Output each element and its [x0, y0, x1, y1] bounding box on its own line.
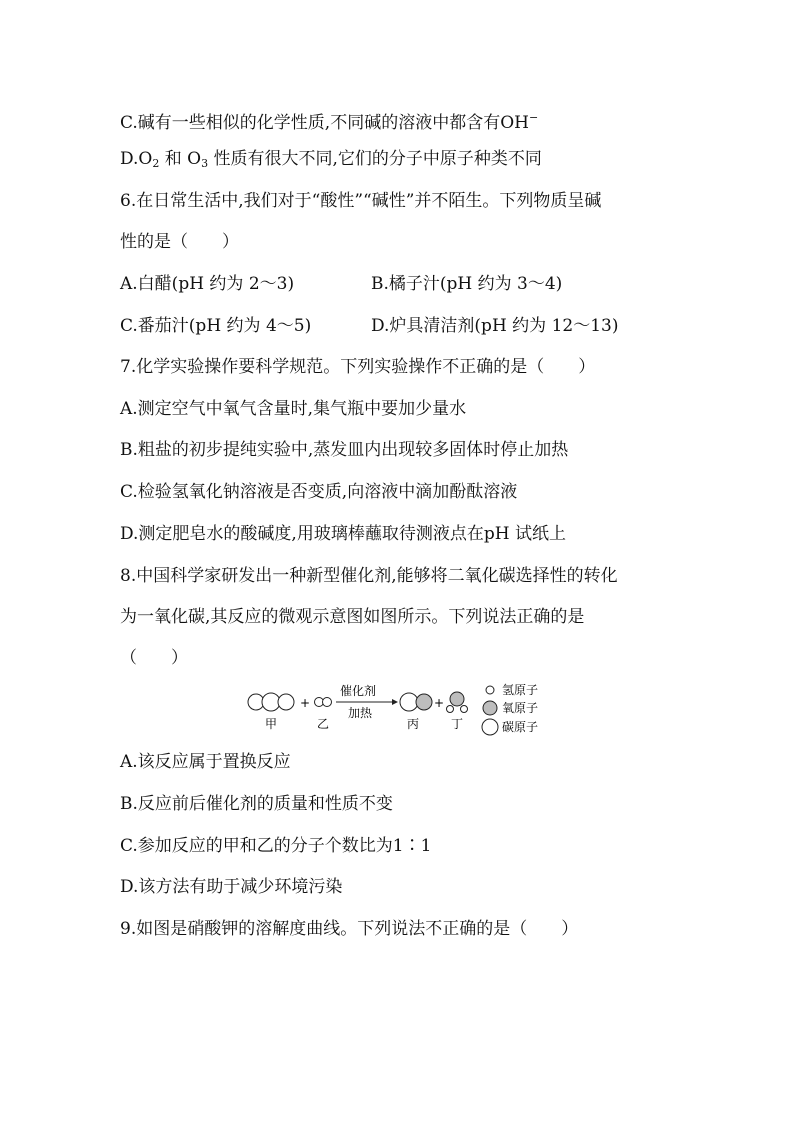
q5-option-d-sub2: 3 [201, 157, 209, 170]
q5-option-c [120, 108, 538, 133]
q5-option-d [120, 149, 542, 174]
label-bing: 丙 [407, 717, 420, 731]
q5-option-d-sub1: 2 [152, 157, 160, 170]
plus-sign-2: + [434, 696, 445, 710]
hydrogen-atom [323, 698, 332, 707]
q6-option-a: A.白醋(pH 约为 2～3) [120, 274, 295, 294]
q5-option-d-mid: 和 O [159, 149, 202, 169]
q7-option-d: D.测定肥皂水的酸碱度,用玻璃棒蘸取待测液点在pH 试纸上 [120, 524, 566, 544]
carbon-atom [400, 693, 418, 711]
q5-option-c-text: C.碱有一些相似的化学性质,不同碱的溶液中都含有OH [120, 113, 529, 133]
q5-option-d-pre: D.O [120, 149, 153, 169]
q8-option-a: A.该反应属于置换反应 [120, 752, 291, 772]
label-yi: 乙 [317, 717, 330, 731]
plus-sign-1: + [300, 696, 311, 710]
reaction-diagram [244, 682, 554, 738]
hydrogen-atom [461, 706, 468, 713]
q7-option-a: A.测定空气中氧气含量时,集气瓶中要加少量水 [120, 399, 467, 419]
legend-oxygen-icon [483, 701, 497, 715]
q7-stem: 7.化学实验操作要科学规范。下列实验操作不正确的是（ ） [120, 357, 596, 377]
q8-option-b: B.反应前后催化剂的质量和性质不变 [120, 794, 393, 814]
label-ding: 丁 [451, 717, 464, 731]
q5-option-c-sup: − [528, 111, 539, 124]
molecule-jia [248, 693, 294, 711]
reaction-arrow-head-icon [392, 699, 398, 705]
q5-option-d-post: 性质有很大不同,它们的分子中原子种类不同 [208, 149, 542, 169]
q6-stem-line1: 6.在日常生活中,我们对于“酸性”“碱性”并不陌生。下列物质呈碱 [120, 191, 602, 211]
legend-oxygen-label: 氧原子 [502, 701, 539, 715]
catalyst-label: 催化剂 [340, 684, 377, 698]
q6-option-d: D.炉具清洁剂(pH 约为 12～13) [371, 316, 619, 336]
label-jia: 甲 [265, 717, 278, 731]
legend-carbon-label: 碳原子 [502, 720, 539, 734]
q8-stem-line2: 为一氧化碳,其反应的微观示意图如图所示。下列说法正确的是 [120, 607, 585, 627]
atom-legend [482, 683, 538, 735]
oxygen-atom [416, 694, 432, 710]
legend-carbon-icon [482, 719, 498, 735]
oxygen-atom [278, 694, 294, 710]
q8-option-d: D.该方法有助于减少环境污染 [120, 877, 343, 897]
legend-hydrogen-icon [486, 686, 494, 694]
legend-hydrogen-label: 氢原子 [502, 683, 539, 697]
q6-stem-line2: 性的是（ ） [120, 232, 239, 252]
q7-option-c: C.检验氢氧化钠溶液是否变质,向溶液中滴加酚酞溶液 [120, 482, 518, 502]
heating-label: 加热 [348, 706, 373, 720]
q9-stem: 9.如图是硝酸钾的溶解度曲线。下列说法不正确的是（ ） [120, 919, 579, 939]
q8-stem-line1: 8.中国科学家研发出一种新型催化剂,能够将二氧化碳选择性的转化 [120, 566, 618, 586]
q6-option-b: B.橘子汁(pH 约为 3～4) [371, 274, 563, 294]
molecule-yi [315, 698, 332, 707]
hydrogen-atom [447, 706, 454, 713]
q8-stem-line3: （ ） [120, 648, 188, 668]
molecule-bing [400, 693, 432, 711]
q6-option-c: C.番茄汁(pH 约为 4～5) [120, 316, 312, 336]
q7-option-b: B.粗盐的初步提纯实验中,蒸发皿内出现较多固体时停止加热 [120, 440, 569, 460]
q8-option-c: C.参加反应的甲和乙的分子个数比为1∶1 [120, 836, 432, 856]
molecule-ding [447, 692, 468, 713]
carbon-atom [262, 693, 280, 711]
oxygen-atom [450, 692, 464, 706]
